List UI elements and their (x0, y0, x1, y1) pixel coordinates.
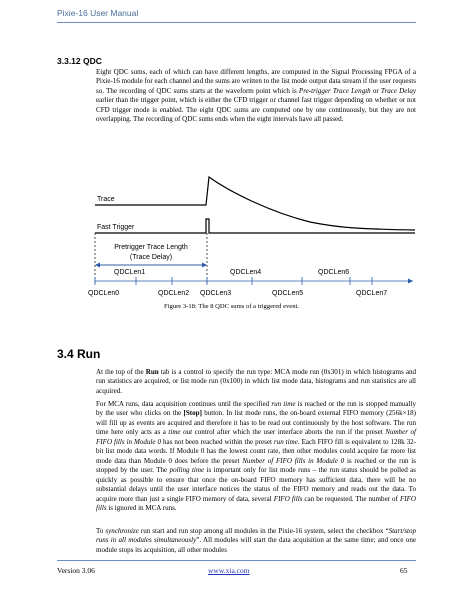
qdc-len-0: QDCLen0 (88, 290, 120, 297)
qdc-paragraph: Eight QDC sums, each of which can have different lengths, are computed in the Signal Processing FPGA of a Pixie-16 module for each channel and the sums are written to the list mode output data stream if the user requests so. The recording of QDC sums starts at the waveform point which is Pre-trigger Trace Length or Trace Delay earlier than the trigger point, which is either the CFD trigger or channel fast trigger depending on whether or not CFD trigger mode is enabled. The eight QDC sums are computed one by one continuously, but they are not overlapping. The recording of QDC sums ends when the eight intervals have all passed. (96, 68, 416, 124)
section-heading-run: 3.4 Run (57, 347, 101, 361)
fast-trigger-line (95, 219, 415, 233)
run-paragraph-2: For MCA runs, data acquisition continues until the specified run time is reached or the run is stopped manually by the user who clicks on the [Stop] button. In list mode runs, the on-board external FIFO memory (256k×18) will fill up as events are acquired and therefore it has to be read out continuously by the host software. The run time here only acts as a time out control after which the user interface aborts the run if the preset Number of FIFO fills in Module 0 has not been reached within the preset run time. Each FIFO fill is equivalent to 128k 32-bit list mode data words. If Module 0 has the lowest count rate, then other modules could acquire far more list mode data than Module 0 does before the preset Number of FIFO fills in Module 0 is reached or the run is stopped by the user. The polling time is important only for list mode runs – the run status should be polled as quickly as possible to ensure that once the on-board FIFO memory has sufficient data, there will be no substantial delays until the user interface notices the status of the FIFO memory and reads out the data. To acquire more than just a single FIFO memory of data, several FIFO fills can be requested. The number of FIFO fills is ignored in MCA runs. (96, 400, 417, 512)
running-header: Pixie-16 User Manual (57, 8, 139, 18)
trace-label: Trace (97, 196, 115, 203)
page-number: 65 (400, 566, 408, 575)
qdc-len-2: QDCLen2 (158, 290, 190, 297)
fast-trigger-label: Fast Trigger (97, 224, 135, 231)
qdc-len-1: QDCLen1 (114, 269, 146, 276)
run-paragraph-3: To synchronize run start and run stop among all modules in the Pixie-16 system, select the checkbox “Start/stop runs in all modules simultaneously”. All modules will start the data acquisition at the same time; and once one module stops its acquisition, all other modules (96, 527, 416, 554)
qdc-len-7: QDCLen7 (356, 290, 388, 297)
qdc-len-6: QDCLen6 (318, 269, 350, 276)
footer-rule (57, 560, 416, 561)
pretrigger-label: Pretrigger Trace Length (114, 244, 188, 251)
section-heading-qdc: 3.3.12 QDC (57, 56, 102, 66)
trace-waveform (95, 177, 415, 230)
figure-caption: Figure 3-18: The 8 QDC sums of a triggered event. (163, 303, 300, 310)
trace-delay-label: (Trace Delay) (129, 254, 173, 261)
qdc-len-5: QDCLen5 (272, 290, 304, 297)
run-paragraph-1: At the top of the Run tab is a control to specify the run type: MCA mode run (0x301) in which histograms and run statistics are acquired, or list mode run (0x100) in which list mode data, histograms and run statistics are all acquired. (96, 368, 417, 395)
qdc-len-3: QDCLen3 (200, 290, 232, 297)
qdc-len-4: QDCLen4 (230, 269, 262, 276)
footer-link[interactable]: www.xia.com (208, 566, 250, 575)
footer-version: Version 3.06 (57, 566, 95, 575)
